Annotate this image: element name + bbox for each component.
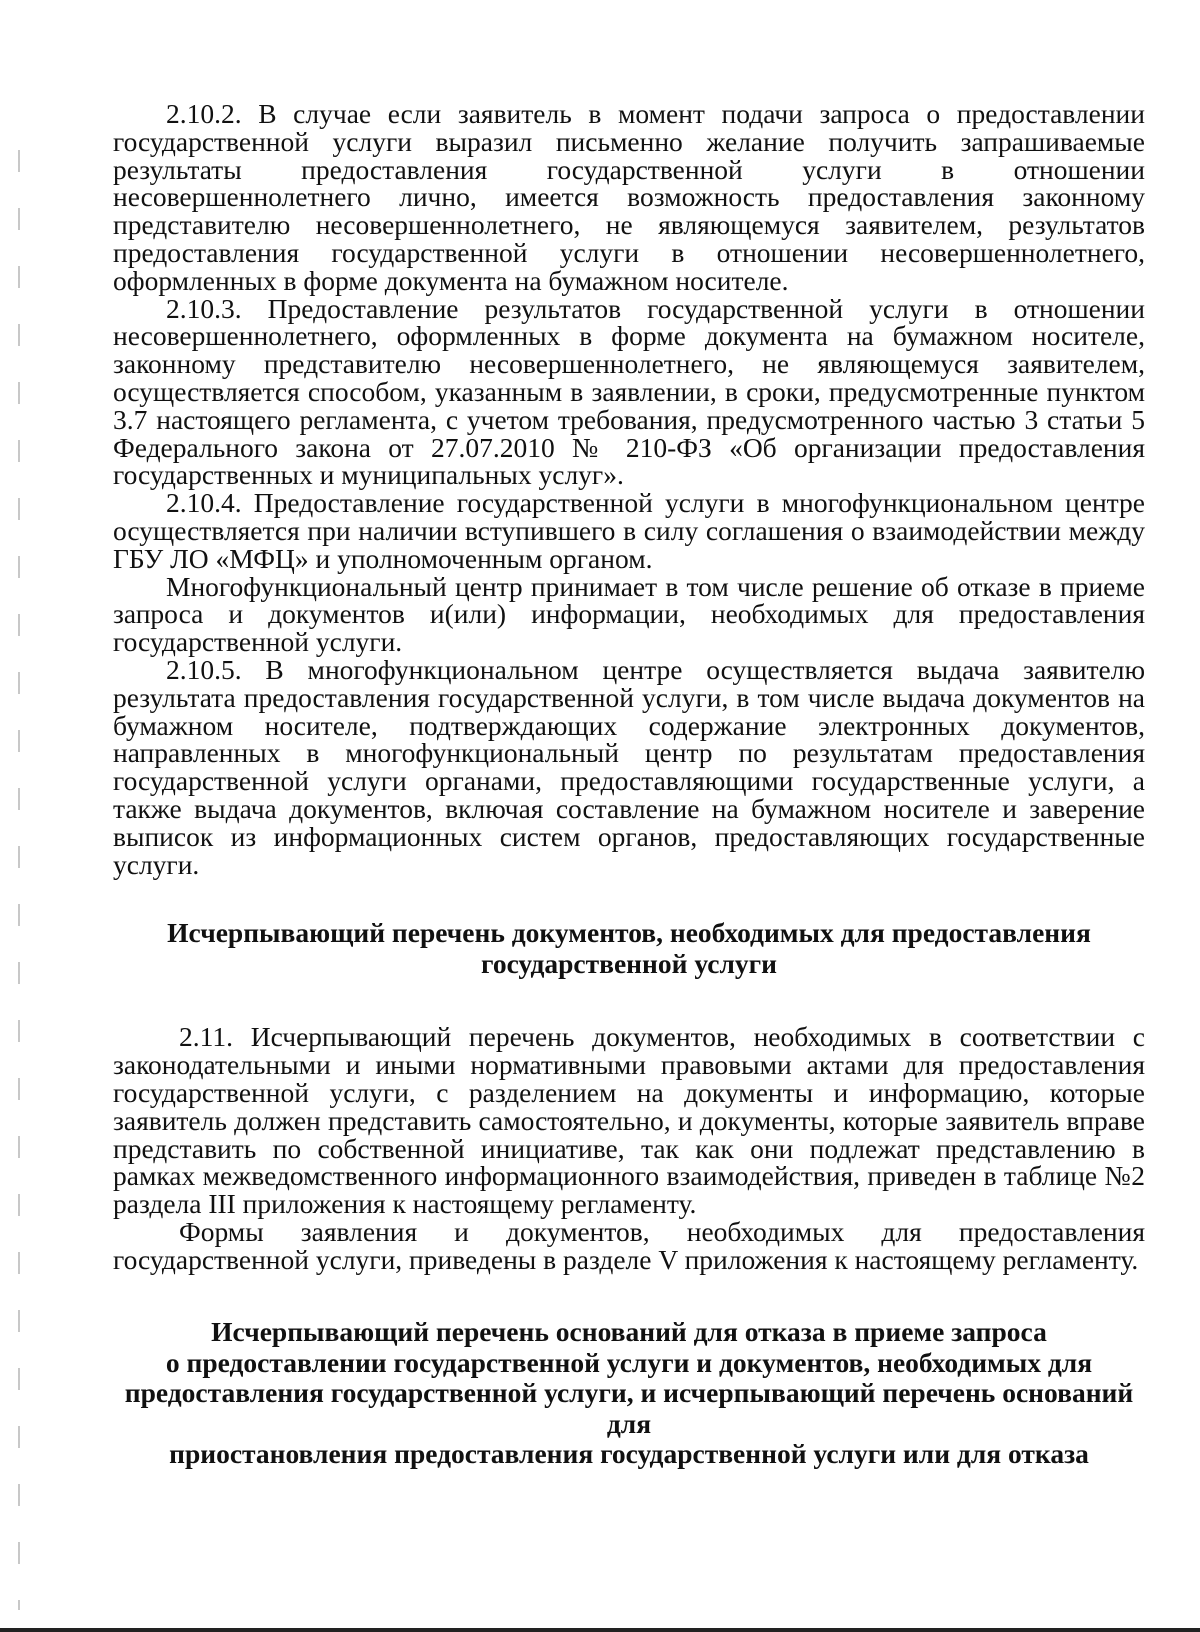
heading-line: приостановления предоставления государственной услуги или для отказа [169, 1438, 1089, 1470]
scan-bottom-edge [0, 1628, 1200, 1632]
heading-line: о предоставлении государственной услуги и документов, необходимых для [165, 1346, 1093, 1378]
heading-line: Исчерпывающий перечень оснований для отказа в приеме запроса [211, 1316, 1047, 1348]
scan-edge-artifact [18, 150, 20, 1610]
paragraph-2-10-3: 2.10.3. Предоставление результатов государственной услуги в отношении несовершеннолетнего, оформленных в форме документа на бумажном носителе, законному представителю несовершеннолетнего, не являющемуся заявителем, осуществляется способом, указанным в заявлении, в сроки, предусмотренные пунктом 3.7 настоящего регламента, с учетом требования, предусмотренного частью 3 статьи 5 Федерального закона от 27.07.2010 № 210-ФЗ «Об организации предоставления государственных и муниципальных услуг». [113, 292, 1145, 491]
heading-line: Исчерпывающий перечень документов, необходимых для предоставления [167, 917, 1091, 949]
heading-line: государственной услуги [481, 947, 777, 979]
heading-line: предоставления государственной услуги, и исчерпывающий перечень оснований для [124, 1377, 1134, 1439]
paragraph-forms: Формы заявления и документов, необходимых для предоставления государственной услуги, приведены в разделе V приложения к настоящему регламенту. [113, 1215, 1145, 1275]
paragraph-mfc-decision: Многофункциональный центр принимает в том числе решение об отказе в приеме запроса и документов и(или) информации, необходимых для предоставления государственной услуги. [113, 570, 1145, 658]
section-heading-documents-list [113, 918, 1145, 979]
paragraph-2-11: 2.11. Исчерпывающий перечень документов, необходимых в соответствии с законодательными и иными нормативными правовыми актами для предоставления государственной услуги, с разделением на документы и информацию, которые заявитель должен представить самостоятельно, и документы, которые заявитель вправе представить по собственной инициативе, так как они подлежат представлению в рамках межведомственного информационного взаимодействия, приведен в таблице №2 раздела III приложения к настоящему регламенту. [113, 1021, 1145, 1220]
paragraph-2-10-4: 2.10.4. Предоставление государственной услуги в многофункциональном центре осуществляется при наличии вступившего в силу соглашения о взаимодействии между ГБУ ЛО «МФЦ» и уполномоченным органом. [113, 487, 1145, 574]
document-body [113, 100, 1145, 1470]
section-heading-refusal-grounds [113, 1317, 1145, 1470]
paragraph-2-10-5: 2.10.5. В многофункциональном центре осуществляется выдача заявителю результата предоставления государственной услуги, в том числе выдача документов на бумажном носителе, подтверждающих содержание электронных документов, направленных в многофункциональный центр по результатам предоставления государственной услуги органами, предоставляющими государственные услуги, а также выдача документов, включая составление на бумажном носителе и заверение выписок из информационных систем органов, предоставляющих государственные услуги. [113, 653, 1145, 880]
paragraph-2-10-2: 2.10.2. В случае если заявитель в момент подачи запроса о предоставлении государственной услуги выразил письменно желание получить запрашиваемые результаты предоставления государственной услуги в отношении несовершеннолетнего лично, имеется возможность предоставления законному представителю несовершеннолетнего, не являющемуся заявителем, результатов предоставления государственной услуги в отношении несовершеннолетнего, оформленных в форме документа на бумажном носителе. [113, 98, 1145, 296]
